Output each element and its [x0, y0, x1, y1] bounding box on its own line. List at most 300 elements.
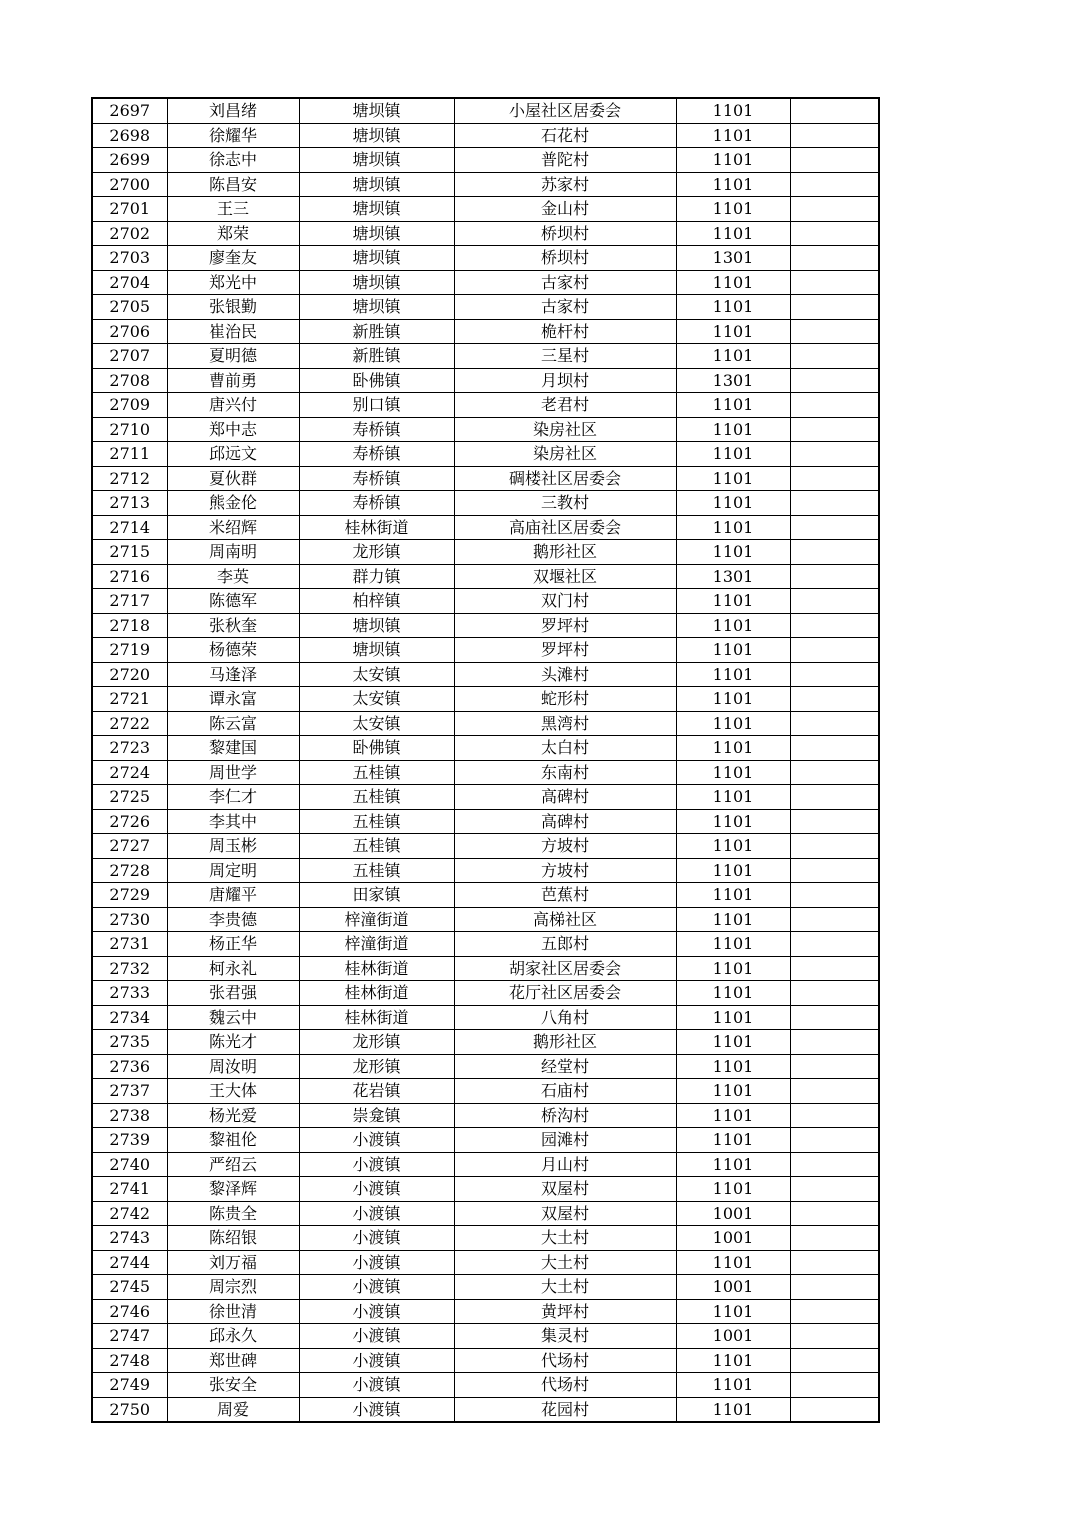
cell-town: 龙形镇	[299, 540, 454, 565]
cell-note	[790, 319, 879, 344]
cell-town: 塘坝镇	[299, 172, 454, 197]
cell-note	[790, 417, 879, 442]
cell-name: 周世学	[167, 760, 299, 785]
table-row	[92, 172, 879, 197]
cell-code: 1101	[676, 442, 790, 467]
cell-village: 黄坪村	[454, 1299, 676, 1324]
table-row	[92, 1201, 879, 1226]
table-row	[92, 393, 879, 418]
cell-code: 1001	[676, 1226, 790, 1251]
cell-village: 八角村	[454, 1005, 676, 1030]
data-table	[91, 97, 880, 1423]
cell-note	[790, 834, 879, 859]
cell-note	[790, 221, 879, 246]
cell-name: 王大体	[167, 1079, 299, 1104]
cell-code: 1101	[676, 1054, 790, 1079]
cell-village: 花园村	[454, 1397, 676, 1422]
cell-number: 2705	[92, 295, 167, 320]
cell-town: 桂林街道	[299, 1005, 454, 1030]
cell-name: 魏云中	[167, 1005, 299, 1030]
cell-number: 2725	[92, 785, 167, 810]
cell-town: 小渡镇	[299, 1152, 454, 1177]
cell-code: 1101	[676, 221, 790, 246]
table-row	[92, 246, 879, 271]
cell-note	[790, 1128, 879, 1153]
cell-note	[790, 1397, 879, 1422]
cell-village: 罗坪村	[454, 638, 676, 663]
cell-number: 2715	[92, 540, 167, 565]
cell-name: 夏伙群	[167, 466, 299, 491]
cell-town: 寿桥镇	[299, 417, 454, 442]
cell-code: 1101	[676, 834, 790, 859]
cell-village: 罗坪村	[454, 613, 676, 638]
table-row	[92, 662, 879, 687]
cell-number: 2741	[92, 1177, 167, 1202]
cell-name: 黎建国	[167, 736, 299, 761]
cell-number: 2739	[92, 1128, 167, 1153]
table-row	[92, 442, 879, 467]
table-row	[92, 711, 879, 736]
cell-code: 1101	[676, 687, 790, 712]
cell-note	[790, 589, 879, 614]
cell-note	[790, 123, 879, 148]
cell-note	[790, 1201, 879, 1226]
cell-name: 郑荣	[167, 221, 299, 246]
cell-note	[790, 981, 879, 1006]
cell-town: 太安镇	[299, 687, 454, 712]
cell-code: 1101	[676, 1128, 790, 1153]
cell-town: 小渡镇	[299, 1226, 454, 1251]
cell-village: 太白村	[454, 736, 676, 761]
cell-number: 2712	[92, 466, 167, 491]
cell-village: 高庙社区居委会	[454, 515, 676, 540]
cell-village: 金山村	[454, 197, 676, 222]
cell-number: 2718	[92, 613, 167, 638]
cell-code: 1101	[676, 319, 790, 344]
cell-number: 2735	[92, 1030, 167, 1055]
cell-town: 塘坝镇	[299, 295, 454, 320]
cell-number: 2745	[92, 1275, 167, 1300]
cell-name: 杨德荣	[167, 638, 299, 663]
cell-code: 1101	[676, 662, 790, 687]
cell-town: 卧佛镇	[299, 368, 454, 393]
cell-number: 2716	[92, 564, 167, 589]
cell-village: 石花村	[454, 123, 676, 148]
cell-town: 桂林街道	[299, 956, 454, 981]
cell-town: 塘坝镇	[299, 638, 454, 663]
cell-name: 廖奎友	[167, 246, 299, 271]
cell-note	[790, 295, 879, 320]
cell-note	[790, 98, 879, 123]
cell-number: 2699	[92, 148, 167, 173]
cell-note	[790, 1324, 879, 1349]
cell-code: 1101	[676, 981, 790, 1006]
cell-village: 五郎村	[454, 932, 676, 957]
table-row	[92, 148, 879, 173]
cell-name: 邱永久	[167, 1324, 299, 1349]
table-row	[92, 981, 879, 1006]
cell-code: 1101	[676, 956, 790, 981]
cell-name: 陈昌安	[167, 172, 299, 197]
cell-name: 李英	[167, 564, 299, 589]
cell-note	[790, 1079, 879, 1104]
cell-village: 头滩村	[454, 662, 676, 687]
cell-number: 2700	[92, 172, 167, 197]
cell-number: 2724	[92, 760, 167, 785]
table-row	[92, 295, 879, 320]
cell-code: 1101	[676, 466, 790, 491]
table-row	[92, 417, 879, 442]
cell-name: 夏明德	[167, 344, 299, 369]
cell-town: 卧佛镇	[299, 736, 454, 761]
cell-code: 1101	[676, 589, 790, 614]
cell-number: 2737	[92, 1079, 167, 1104]
cell-note	[790, 515, 879, 540]
cell-code: 1101	[676, 1299, 790, 1324]
cell-name: 杨光爱	[167, 1103, 299, 1128]
cell-town: 小渡镇	[299, 1250, 454, 1275]
cell-village: 双屋村	[454, 1177, 676, 1202]
cell-name: 周爱	[167, 1397, 299, 1422]
cell-number: 2733	[92, 981, 167, 1006]
cell-town: 群力镇	[299, 564, 454, 589]
cell-village: 代场村	[454, 1373, 676, 1398]
cell-code: 1101	[676, 1103, 790, 1128]
table-row	[92, 1324, 879, 1349]
cell-village: 经堂村	[454, 1054, 676, 1079]
cell-name: 郑光中	[167, 270, 299, 295]
cell-name: 郑世碑	[167, 1348, 299, 1373]
cell-town: 太安镇	[299, 662, 454, 687]
cell-code: 1101	[676, 148, 790, 173]
cell-note	[790, 491, 879, 516]
cell-village: 大土村	[454, 1250, 676, 1275]
cell-code: 1101	[676, 858, 790, 883]
cell-name: 张君强	[167, 981, 299, 1006]
cell-number: 2732	[92, 956, 167, 981]
cell-code: 1101	[676, 295, 790, 320]
cell-number: 2710	[92, 417, 167, 442]
cell-note	[790, 246, 879, 271]
cell-village: 桥坝村	[454, 221, 676, 246]
cell-code: 1101	[676, 883, 790, 908]
cell-name: 王三	[167, 197, 299, 222]
cell-town: 新胜镇	[299, 319, 454, 344]
cell-note	[790, 809, 879, 834]
table-row	[92, 809, 879, 834]
cell-number: 2750	[92, 1397, 167, 1422]
cell-number: 2701	[92, 197, 167, 222]
cell-note	[790, 662, 879, 687]
cell-note	[790, 638, 879, 663]
cell-town: 梓潼街道	[299, 907, 454, 932]
cell-code: 1101	[676, 1397, 790, 1422]
cell-code: 1101	[676, 1152, 790, 1177]
cell-town: 五桂镇	[299, 785, 454, 810]
cell-town: 新胜镇	[299, 344, 454, 369]
cell-town: 崇龛镇	[299, 1103, 454, 1128]
cell-note	[790, 564, 879, 589]
cell-code: 1101	[676, 417, 790, 442]
table-row	[92, 760, 879, 785]
cell-town: 别口镇	[299, 393, 454, 418]
cell-note	[790, 613, 879, 638]
cell-town: 五桂镇	[299, 834, 454, 859]
cell-town: 塘坝镇	[299, 197, 454, 222]
cell-note	[790, 736, 879, 761]
cell-number: 2747	[92, 1324, 167, 1349]
cell-code: 1101	[676, 785, 790, 810]
cell-name: 陈光才	[167, 1030, 299, 1055]
cell-number: 2706	[92, 319, 167, 344]
cell-code: 1101	[676, 1250, 790, 1275]
cell-code: 1001	[676, 1324, 790, 1349]
cell-number: 2729	[92, 883, 167, 908]
cell-name: 陈绍银	[167, 1226, 299, 1251]
cell-note	[790, 1054, 879, 1079]
cell-town: 太安镇	[299, 711, 454, 736]
cell-town: 寿桥镇	[299, 491, 454, 516]
cell-village: 鹅形社区	[454, 540, 676, 565]
cell-village: 桅杆村	[454, 319, 676, 344]
table-row	[92, 1226, 879, 1251]
cell-name: 谭永富	[167, 687, 299, 712]
cell-code: 1101	[676, 515, 790, 540]
cell-town: 桂林街道	[299, 515, 454, 540]
cell-note	[790, 540, 879, 565]
cell-name: 张秋奎	[167, 613, 299, 638]
cell-town: 小渡镇	[299, 1373, 454, 1398]
cell-note	[790, 1348, 879, 1373]
cell-number: 2746	[92, 1299, 167, 1324]
cell-note	[790, 858, 879, 883]
cell-village: 月山村	[454, 1152, 676, 1177]
table-row	[92, 1152, 879, 1177]
cell-note	[790, 956, 879, 981]
cell-town: 小渡镇	[299, 1201, 454, 1226]
cell-code: 1101	[676, 1348, 790, 1373]
cell-number: 2730	[92, 907, 167, 932]
table-row	[92, 491, 879, 516]
table-row	[92, 123, 879, 148]
cell-village: 蛇形村	[454, 687, 676, 712]
cell-village: 石庙村	[454, 1079, 676, 1104]
table-row	[92, 221, 879, 246]
cell-note	[790, 1005, 879, 1030]
cell-name: 徐志中	[167, 148, 299, 173]
cell-name: 郑中志	[167, 417, 299, 442]
cell-name: 徐耀华	[167, 123, 299, 148]
table-row	[92, 1373, 879, 1398]
cell-town: 五桂镇	[299, 760, 454, 785]
cell-note	[790, 1250, 879, 1275]
cell-town: 小渡镇	[299, 1324, 454, 1349]
cell-code: 1101	[676, 1005, 790, 1030]
cell-name: 杨正华	[167, 932, 299, 957]
table-row	[92, 1397, 879, 1422]
table-row	[92, 687, 879, 712]
cell-town: 柏梓镇	[299, 589, 454, 614]
cell-code: 1101	[676, 1030, 790, 1055]
cell-name: 周玉彬	[167, 834, 299, 859]
table-row	[92, 466, 879, 491]
cell-name: 周定明	[167, 858, 299, 883]
cell-name: 邱远文	[167, 442, 299, 467]
table-row	[92, 319, 879, 344]
cell-village: 三教村	[454, 491, 676, 516]
cell-code: 1101	[676, 123, 790, 148]
table-row	[92, 883, 879, 908]
table-row	[92, 907, 879, 932]
cell-note	[790, 368, 879, 393]
cell-code: 1301	[676, 246, 790, 271]
table-row	[92, 1275, 879, 1300]
cell-number: 2744	[92, 1250, 167, 1275]
cell-code: 1101	[676, 344, 790, 369]
cell-town: 五桂镇	[299, 858, 454, 883]
cell-code: 1101	[676, 491, 790, 516]
table-row	[92, 1177, 879, 1202]
cell-town: 五桂镇	[299, 809, 454, 834]
cell-village: 高碑村	[454, 785, 676, 810]
cell-village: 双屋村	[454, 1201, 676, 1226]
cell-code: 1101	[676, 638, 790, 663]
table-row	[92, 270, 879, 295]
cell-number: 2703	[92, 246, 167, 271]
cell-village: 芭蕉村	[454, 883, 676, 908]
cell-number: 2749	[92, 1373, 167, 1398]
table-row	[92, 98, 879, 123]
cell-number: 2723	[92, 736, 167, 761]
table-body	[92, 98, 879, 1422]
cell-town: 花岩镇	[299, 1079, 454, 1104]
cell-number: 2731	[92, 932, 167, 957]
table-row	[92, 956, 879, 981]
cell-town: 塘坝镇	[299, 246, 454, 271]
cell-name: 陈云富	[167, 711, 299, 736]
cell-code: 1101	[676, 760, 790, 785]
table-row	[92, 344, 879, 369]
cell-note	[790, 1275, 879, 1300]
cell-village: 方坡村	[454, 834, 676, 859]
cell-note	[790, 442, 879, 467]
cell-code: 1101	[676, 98, 790, 123]
cell-name: 黎泽辉	[167, 1177, 299, 1202]
cell-number: 2713	[92, 491, 167, 516]
cell-town: 塘坝镇	[299, 148, 454, 173]
cell-town: 塘坝镇	[299, 123, 454, 148]
cell-note	[790, 197, 879, 222]
cell-code: 1101	[676, 393, 790, 418]
cell-name: 柯永礼	[167, 956, 299, 981]
cell-village: 高碑村	[454, 809, 676, 834]
cell-name: 陈贵全	[167, 1201, 299, 1226]
table-row	[92, 736, 879, 761]
table-row	[92, 1250, 879, 1275]
cell-code: 1101	[676, 932, 790, 957]
cell-village: 大土村	[454, 1275, 676, 1300]
cell-number: 2709	[92, 393, 167, 418]
cell-name: 黎祖伦	[167, 1128, 299, 1153]
table-row	[92, 858, 879, 883]
table-row	[92, 1030, 879, 1055]
cell-note	[790, 711, 879, 736]
cell-town: 小渡镇	[299, 1275, 454, 1300]
table-row	[92, 368, 879, 393]
cell-town: 小渡镇	[299, 1348, 454, 1373]
cell-number: 2721	[92, 687, 167, 712]
cell-note	[790, 883, 879, 908]
cell-name: 周宗烈	[167, 1275, 299, 1300]
cell-village: 双门村	[454, 589, 676, 614]
cell-code: 1301	[676, 368, 790, 393]
cell-town: 龙形镇	[299, 1054, 454, 1079]
cell-number: 2720	[92, 662, 167, 687]
cell-village: 集灵村	[454, 1324, 676, 1349]
cell-name: 米绍辉	[167, 515, 299, 540]
cell-town: 寿桥镇	[299, 466, 454, 491]
table-row	[92, 932, 879, 957]
cell-name: 李仁才	[167, 785, 299, 810]
cell-number: 2717	[92, 589, 167, 614]
cell-town: 田家镇	[299, 883, 454, 908]
table-row	[92, 638, 879, 663]
cell-town: 小渡镇	[299, 1299, 454, 1324]
cell-note	[790, 1299, 879, 1324]
cell-town: 梓潼街道	[299, 932, 454, 957]
cell-name: 张安全	[167, 1373, 299, 1398]
cell-name: 严绍云	[167, 1152, 299, 1177]
cell-village: 古家村	[454, 295, 676, 320]
cell-number: 2727	[92, 834, 167, 859]
cell-village: 大土村	[454, 1226, 676, 1251]
cell-village: 老君村	[454, 393, 676, 418]
cell-village: 碉楼社区居委会	[454, 466, 676, 491]
cell-town: 小渡镇	[299, 1128, 454, 1153]
cell-number: 2708	[92, 368, 167, 393]
table-row	[92, 540, 879, 565]
table-row	[92, 1348, 879, 1373]
cell-village: 桥坝村	[454, 246, 676, 271]
cell-note	[790, 907, 879, 932]
cell-code: 1101	[676, 809, 790, 834]
cell-note	[790, 393, 879, 418]
cell-code: 1101	[676, 197, 790, 222]
cell-name: 崔治民	[167, 319, 299, 344]
cell-town: 小渡镇	[299, 1177, 454, 1202]
cell-number: 2702	[92, 221, 167, 246]
cell-village: 东南村	[454, 760, 676, 785]
cell-name: 陈德军	[167, 589, 299, 614]
table-row	[92, 785, 879, 810]
table-row	[92, 1054, 879, 1079]
cell-code: 1101	[676, 270, 790, 295]
cell-village: 园滩村	[454, 1128, 676, 1153]
cell-code: 1101	[676, 613, 790, 638]
cell-note	[790, 344, 879, 369]
table-row	[92, 1005, 879, 1030]
cell-number: 2728	[92, 858, 167, 883]
cell-number: 2740	[92, 1152, 167, 1177]
cell-name: 李贵德	[167, 907, 299, 932]
cell-name: 刘万福	[167, 1250, 299, 1275]
cell-name: 马逢泽	[167, 662, 299, 687]
cell-code: 1001	[676, 1275, 790, 1300]
cell-code: 1101	[676, 736, 790, 761]
cell-code: 1101	[676, 907, 790, 932]
table-row	[92, 589, 879, 614]
cell-note	[790, 172, 879, 197]
